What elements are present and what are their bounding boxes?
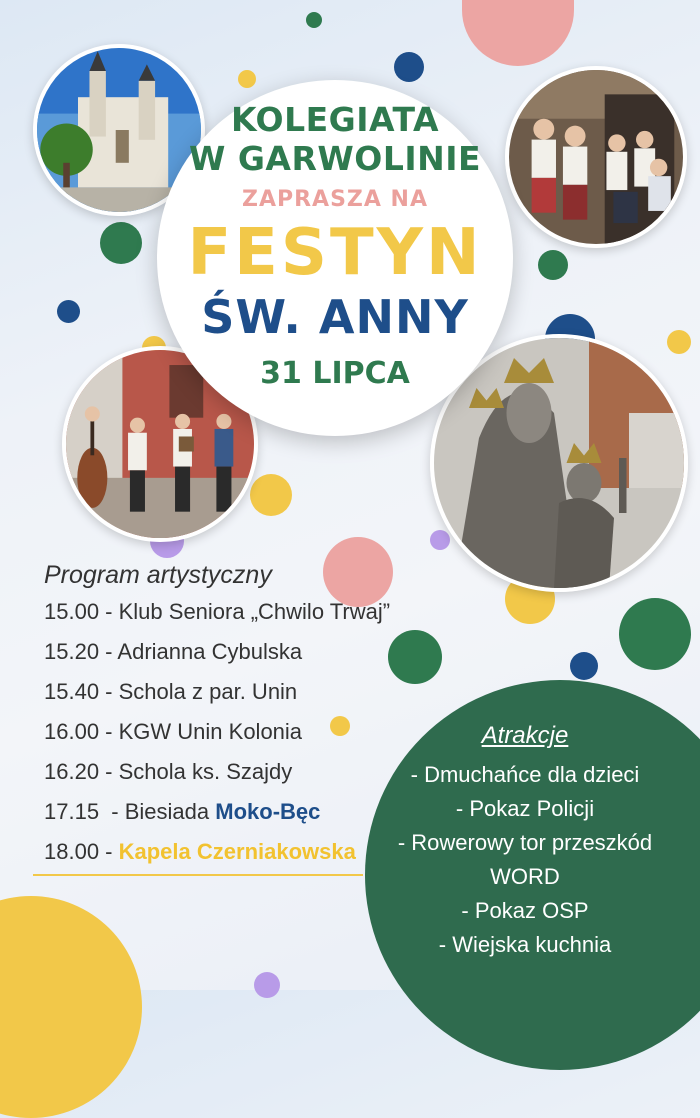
program-time: 16.00 [44, 719, 100, 744]
attraction-item: - Pokaz Policji [455, 796, 595, 821]
folk-group-photo [505, 66, 687, 248]
program-item [44, 792, 390, 832]
decor-dot [570, 652, 598, 680]
attraction-item: - Wiejska kuchnia [438, 932, 612, 957]
program-section [44, 561, 390, 872]
decor-dot [250, 474, 292, 516]
title-line-festyn: FESTYN [187, 216, 483, 290]
decor-dot [100, 222, 142, 264]
program-performer: Schola ks. Szajdy [118, 759, 293, 784]
title-line-invite: ZAPRASZA NA [242, 187, 428, 212]
program-time: 15.00 [44, 599, 100, 624]
attraction-item: - Rowerowy tor przeszkód [397, 830, 653, 855]
attractions-content [365, 722, 685, 962]
program-performer: Adrianna Cybulska [117, 639, 303, 664]
attraction-item: WORD [490, 864, 560, 889]
program-time: 15.20 [44, 639, 100, 664]
program-separator: - [99, 679, 119, 704]
program-separator: - [99, 599, 119, 624]
attraction-item: - Pokaz OSP [461, 898, 589, 923]
program-performer: Klub Seniora „Chwilo Trwaj” [118, 599, 391, 624]
decor-dot [388, 630, 442, 684]
decor-dot [306, 12, 322, 28]
program-separator: - [99, 799, 125, 824]
program-item [44, 632, 390, 672]
decor-dot [430, 530, 450, 550]
program-highlight: Moko-Bęc [215, 799, 321, 824]
program-performer: Schola z par. Unin [118, 679, 298, 704]
title-circle [157, 80, 513, 436]
program-performer: KGW Unin Kolonia [118, 719, 303, 744]
program-item [44, 832, 390, 872]
title-line-saint-anne: ŚW. ANNY [201, 290, 469, 344]
attraction-item: - Dmuchańce dla dzieci [410, 762, 640, 787]
program-item [44, 752, 390, 792]
decor-dot [394, 52, 424, 82]
title-line-location: W GARWOLINIE [188, 139, 482, 178]
attractions-circle [365, 680, 700, 1070]
decor-dot [667, 330, 691, 354]
decor-dot [0, 896, 142, 1118]
decor-dot [619, 598, 691, 670]
program-highlight: Kapela Czerniakowska [118, 839, 356, 864]
program-title: Program artystyczny [44, 561, 272, 589]
decor-dot [462, 0, 574, 66]
program-separator: - [99, 639, 118, 664]
attractions-list [365, 758, 685, 962]
program-time: 16.20 [44, 759, 100, 784]
attractions-title: Atrakcje [481, 722, 569, 749]
decor-dot [538, 250, 568, 280]
program-separator: - [99, 839, 119, 864]
program-time: 15.40 [44, 679, 100, 704]
program-separator: - [99, 719, 119, 744]
program-item [44, 592, 390, 632]
decor-dot [254, 972, 280, 998]
program-separator: - [99, 759, 119, 784]
program-time: 17.15 [44, 799, 100, 824]
program-performer: Biesiada [124, 799, 216, 824]
program-underline [33, 874, 363, 876]
program-item [44, 672, 390, 712]
title-line-date: 31 LIPCA [260, 356, 410, 391]
program-time: 18.00 [44, 839, 100, 864]
decor-dot [57, 300, 80, 323]
decor-dot [238, 70, 256, 88]
program-item [44, 712, 390, 752]
title-line-kolegiata: KOLEGIATA [230, 100, 440, 139]
program-list [44, 592, 390, 872]
